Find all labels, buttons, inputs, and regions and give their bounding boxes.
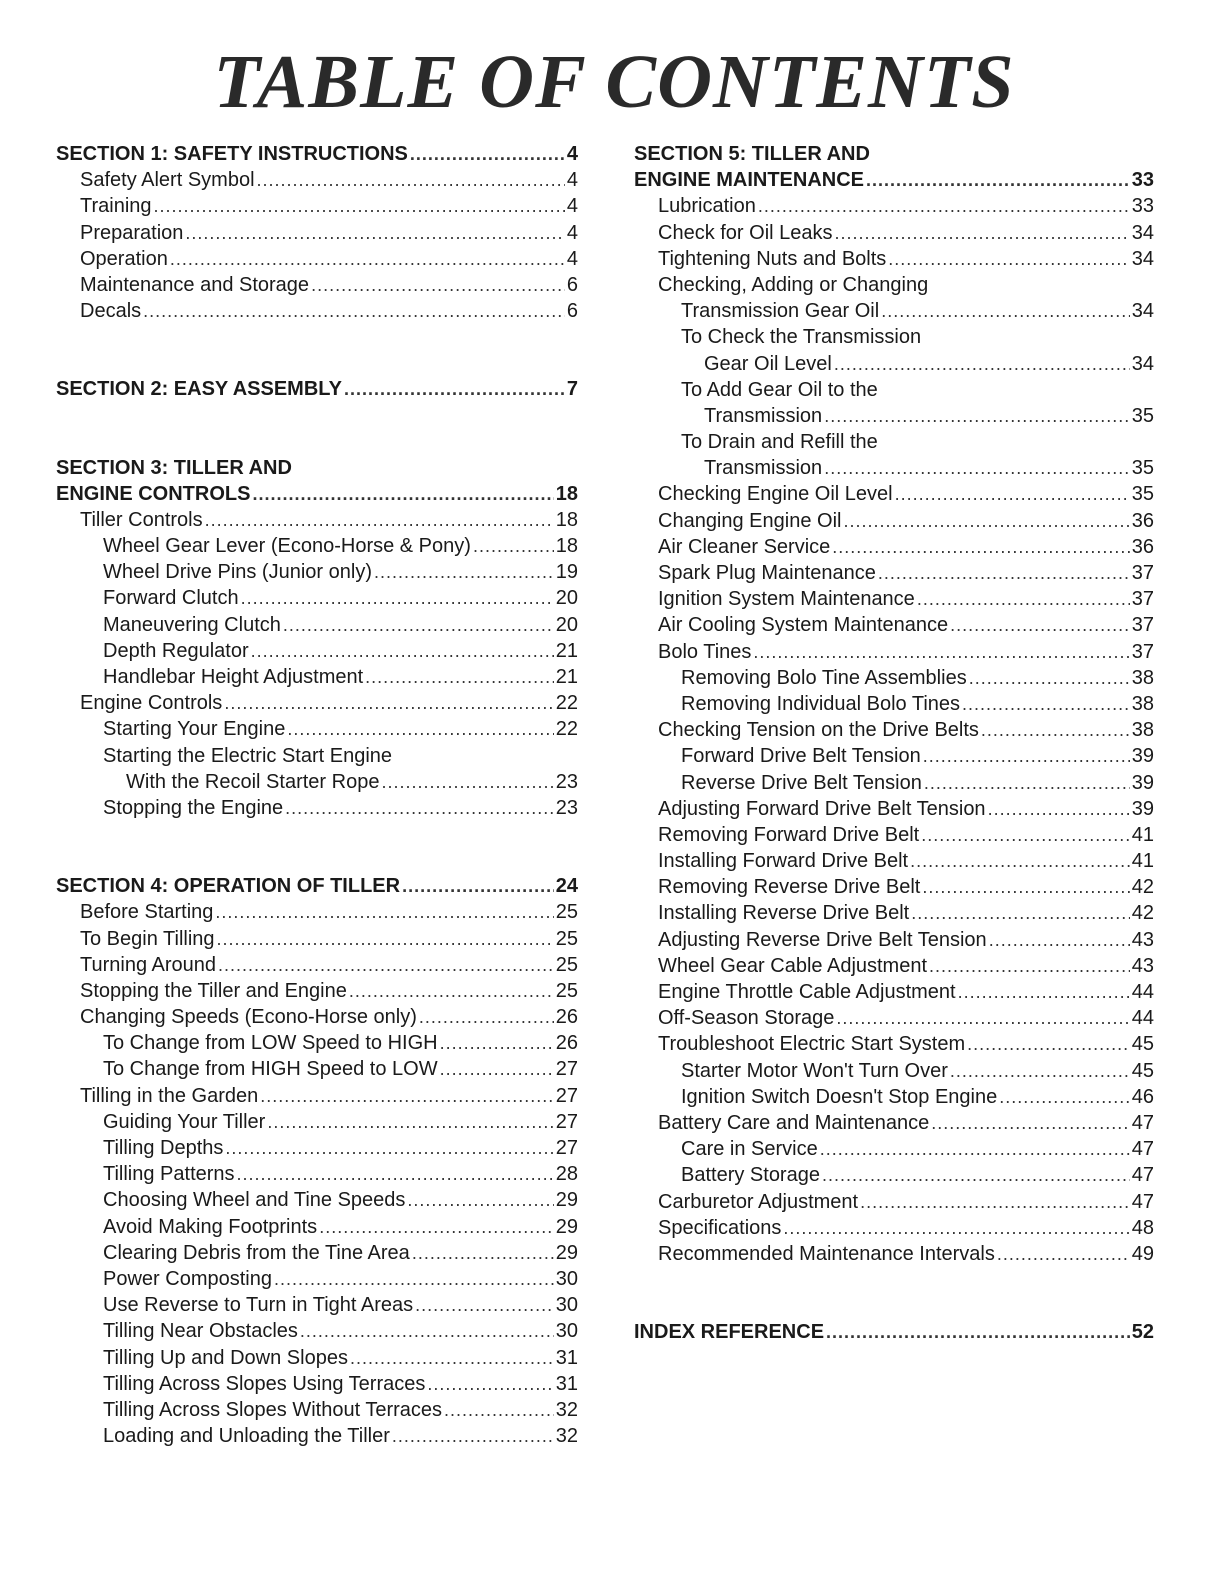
toc-entry[interactable]: Tilling in the Garden ..... 27 (56, 1083, 578, 1109)
toc-entry[interactable]: Clearing Debris from the Tine Area ..... 29 (56, 1240, 578, 1266)
toc-entry[interactable]: Starter Motor Won't Turn Over ..... 45 (634, 1058, 1154, 1084)
toc-entry[interactable]: Handlebar Height Adjustment ..... 21 (56, 664, 578, 690)
toc-entry[interactable]: Use Reverse to Turn in Tight Areas ..... 30 (56, 1292, 578, 1318)
toc-section-2[interactable]: SECTION 2: EASY ASSEMBLY ..... 7 (56, 376, 578, 402)
toc-entry[interactable]: Engine Controls ..... 22 (56, 690, 578, 716)
toc-entry[interactable]: Adjusting Forward Drive Belt Tension ..... 39 (634, 796, 1154, 822)
toc-entry[interactable]: Forward Drive Belt Tension ..... 39 (634, 743, 1154, 769)
toc-entry[interactable]: Tightening Nuts and Bolts ..... 34 (634, 246, 1154, 272)
toc-entry[interactable]: Troubleshoot Electric Start System ..... 45 (634, 1031, 1154, 1057)
toc-entry-line: Checking, Adding or Changing (658, 273, 929, 296)
toc-entry[interactable]: Air Cooling System Maintenance ..... 37 (634, 612, 1154, 638)
toc-entry[interactable]: To Change from LOW Speed to HIGH ..... 26 (56, 1030, 578, 1056)
toc-entry[interactable]: Guiding Your Tiller ..... 27 (56, 1109, 578, 1135)
toc-entry[interactable]: With the Recoil Starter Rope ..... 23 (56, 769, 578, 795)
toc-entry[interactable]: Choosing Wheel and Tine Speeds ..... 29 (56, 1187, 578, 1213)
toc-index-reference[interactable]: INDEX REFERENCE ..... 52 (634, 1319, 1154, 1345)
toc-entry[interactable]: Forward Clutch ..... 20 (56, 585, 578, 611)
toc-entry[interactable]: Air Cleaner Service ..... 36 (634, 534, 1154, 560)
toc-entry[interactable]: Turning Around ..... 25 (56, 952, 578, 978)
toc-entry[interactable]: Maneuvering Clutch ..... 20 (56, 612, 578, 638)
toc-entry[interactable]: Tilling Across Slopes Without Terraces ..... 32 (56, 1397, 578, 1423)
toc-entry[interactable]: Transmission ..... 35 (634, 455, 1154, 481)
toc-entry[interactable]: Carburetor Adjustment ..... 47 (634, 1189, 1154, 1215)
toc-entry[interactable]: Removing Individual Bolo Tines ..... 38 (634, 691, 1154, 717)
toc-entry[interactable]: Off-Season Storage ..... 44 (634, 1005, 1154, 1031)
toc-entry[interactable]: Loading and Unloading the Tiller ..... 32 (56, 1423, 578, 1449)
toc-entry-line: To Check the Transmission (681, 326, 922, 349)
toc-entry[interactable]: Training ..... 4 (56, 193, 578, 219)
toc-entry[interactable]: Preparation ..... 4 (56, 220, 578, 246)
toc-section-1[interactable]: SECTION 1: SAFETY INSTRUCTIONS ..... 4 (56, 141, 578, 167)
toc-entry[interactable]: Transmission ..... 35 (634, 403, 1154, 429)
toc-entry[interactable]: Wheel Drive Pins (Junior only) ..... 19 (56, 559, 578, 585)
toc-entry[interactable]: Operation ..... 4 (56, 246, 578, 272)
toc-entry[interactable]: Recommended Maintenance Intervals ..... 49 (634, 1241, 1154, 1267)
toc-entry[interactable]: To Begin Tilling ..... 25 (56, 926, 578, 952)
toc-entry[interactable]: Wheel Gear Lever (Econo-Horse & Pony) ..... 18 (56, 533, 578, 559)
toc-right-column (634, 141, 1154, 1345)
toc-entry[interactable]: Maintenance and Storage ..... 6 (56, 272, 578, 298)
toc-entry[interactable]: Battery Care and Maintenance ..... 47 (634, 1110, 1154, 1136)
toc-entry[interactable]: Installing Forward Drive Belt ..... 41 (634, 848, 1154, 874)
toc-entry-line: Starting the Electric Start Engine (103, 744, 393, 767)
toc-entry[interactable]: Safety Alert Symbol ..... 4 (56, 167, 578, 193)
toc-entry[interactable]: Tilling Up and Down Slopes ..... 31 (56, 1345, 578, 1371)
toc-entry[interactable]: Adjusting Reverse Drive Belt Tension ..... 43 (634, 927, 1154, 953)
toc-entry[interactable]: Starting Your Engine ..... 22 (56, 716, 578, 742)
toc-entry[interactable]: Spark Plug Maintenance ..... 37 (634, 560, 1154, 586)
toc-entry[interactable]: Check for Oil Leaks ..... 34 (634, 220, 1154, 246)
toc-entry[interactable]: Tilling Depths ..... 27 (56, 1135, 578, 1161)
toc-entry[interactable]: Changing Engine Oil ..... 36 (634, 508, 1154, 534)
toc-entry-line: To Add Gear Oil to the (681, 378, 878, 401)
toc-entry[interactable]: Transmission Gear Oil ..... 34 (634, 298, 1154, 324)
toc-section-3-heading: SECTION 3: TILLER AND (56, 456, 292, 479)
toc-entry[interactable]: Tilling Near Obstacles ..... 30 (56, 1318, 578, 1344)
toc-entry[interactable]: Before Starting ..... 25 (56, 899, 578, 925)
toc-entry[interactable]: Changing Speeds (Econo-Horse only) ..... 26 (56, 1004, 578, 1030)
toc-left-column (56, 141, 578, 1449)
page-title: TABLE OF CONTENTS (213, 40, 1015, 124)
toc-entry[interactable]: Gear Oil Level ..... 34 (634, 351, 1154, 377)
toc-entry[interactable]: Stopping the Tiller and Engine ..... 25 (56, 978, 578, 1004)
toc-entry[interactable]: Lubrication ..... 33 (634, 193, 1154, 219)
toc-entry[interactable]: Installing Reverse Drive Belt ..... 42 (634, 900, 1154, 926)
toc-entry[interactable]: Ignition System Maintenance ..... 37 (634, 586, 1154, 612)
toc-entry[interactable]: Specifications ..... 48 (634, 1215, 1154, 1241)
toc-entry[interactable]: Removing Bolo Tine Assemblies ..... 38 (634, 665, 1154, 691)
toc-entry[interactable]: Engine Throttle Cable Adjustment ..... 44 (634, 979, 1154, 1005)
toc-entry[interactable]: Checking Engine Oil Level ..... 35 (634, 481, 1154, 507)
toc-entry[interactable]: Wheel Gear Cable Adjustment ..... 43 (634, 953, 1154, 979)
toc-entry[interactable]: Stopping the Engine ..... 23 (56, 795, 578, 821)
toc-section-5-heading: SECTION 5: TILLER AND (634, 143, 870, 165)
toc-entry[interactable]: Tiller Controls ..... 18 (56, 507, 578, 533)
toc-section-4[interactable]: SECTION 4: OPERATION OF TILLER ..... 24 (56, 873, 578, 899)
toc-entry[interactable]: Care in Service ..... 47 (634, 1136, 1154, 1162)
toc-entry[interactable]: Avoid Making Footprints ..... 29 (56, 1214, 578, 1240)
toc-entry-line: To Drain and Refill the (681, 431, 878, 454)
toc-entry[interactable]: Power Composting ..... 30 (56, 1266, 578, 1292)
toc-entry[interactable]: Removing Reverse Drive Belt ..... 42 (634, 874, 1154, 900)
toc-section-3[interactable]: ENGINE CONTROLS ..... 18 (56, 481, 578, 507)
toc-entry[interactable]: Depth Regulator ..... 21 (56, 638, 578, 664)
toc-entry[interactable]: To Change from HIGH Speed to LOW ..... 27 (56, 1056, 578, 1082)
toc-entry[interactable]: Ignition Switch Doesn't Stop Engine ..... 46 (634, 1084, 1154, 1110)
toc-entry[interactable]: Checking Tension on the Drive Belts ..... 38 (634, 717, 1154, 743)
toc-entry[interactable]: Reverse Drive Belt Tension ..... 39 (634, 770, 1154, 796)
toc-entry[interactable]: Battery Storage ..... 47 (634, 1162, 1154, 1188)
toc-entry[interactable]: Bolo Tines ..... 37 (634, 639, 1154, 665)
toc-entry[interactable]: Tilling Patterns ..... 28 (56, 1161, 578, 1187)
toc-entry[interactable]: Decals ..... 6 (56, 298, 578, 324)
toc-entry[interactable]: Removing Forward Drive Belt ..... 41 (634, 822, 1154, 848)
toc-entry[interactable]: Tilling Across Slopes Using Terraces ..... 31 (56, 1371, 578, 1397)
toc-section-5[interactable]: ENGINE MAINTENANCE ..... 33 (634, 167, 1154, 193)
